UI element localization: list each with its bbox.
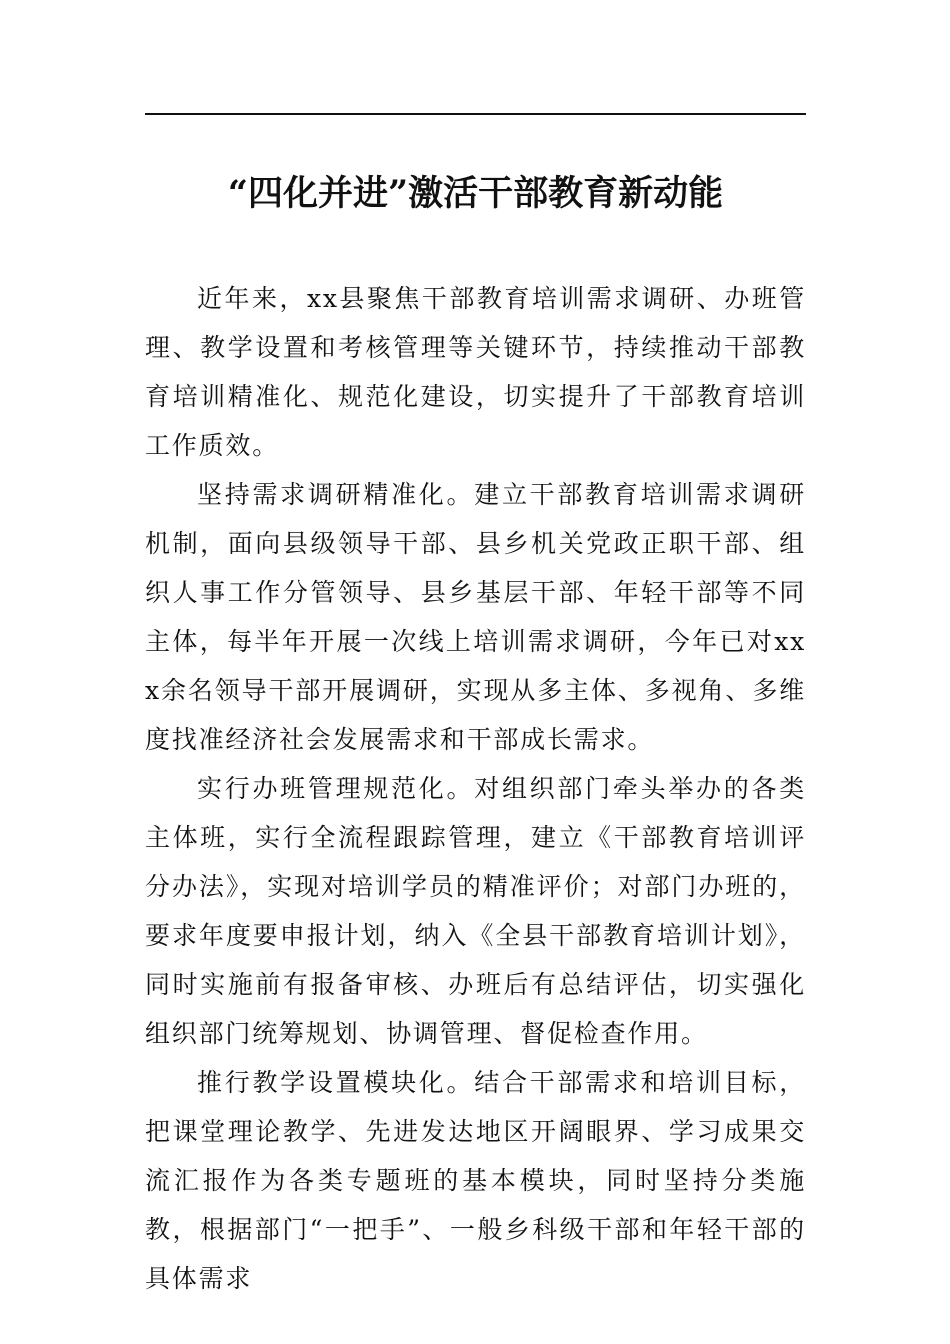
- paragraph-teaching-modules: 推行教学设置模块化。结合干部需求和培训目标，把课堂理论教学、先进发达地区开阔眼界、学习成果交流汇报作为各类专题班的基本模块，同时坚持分类施教，根据部门“一把手”、一般乡科级干部和年轻干部的具体需求: [145, 1068, 806, 1293]
- header-rule: [145, 113, 806, 115]
- paragraph-demand-research: 坚持需求调研精准化。建立干部教育培训需求调研机制，面向县级领导干部、县乡机关党政正职干部、组织人事工作分管领导、县乡基层干部、年轻干部等不同主体，每半年开展一次线上培训需求调研，今年已对xxx余名领导干部开展调研，实现从多主体、多视角、多维度找准经济社会发展需求和干部成长需求。: [145, 480, 806, 754]
- document-title: “四化并进”激活干部教育新动能: [227, 173, 724, 214]
- document-body: [145, 274, 806, 1303]
- paragraph-class-management: 实行办班管理规范化。对组织部门牵头举办的各类主体班，实行全流程跟踪管理，建立《干部教育培训评分办法》，实现对培训学员的精准评价；对部门办班的，要求年度要申报计划，纳入《全县干部教育培训计划》，同时实施前有报备审核、办班后有总结评估，切实强化组织部门统筹规划、协调管理、督促检查作用。: [145, 774, 806, 1048]
- paragraph-intro: 近年来，xx县聚焦干部教育培训需求调研、办班管理、教学设置和考核管理等关键环节，持续推动干部教育培训精准化、规范化建设，切实提升了干部教育培训工作质效。: [145, 284, 806, 460]
